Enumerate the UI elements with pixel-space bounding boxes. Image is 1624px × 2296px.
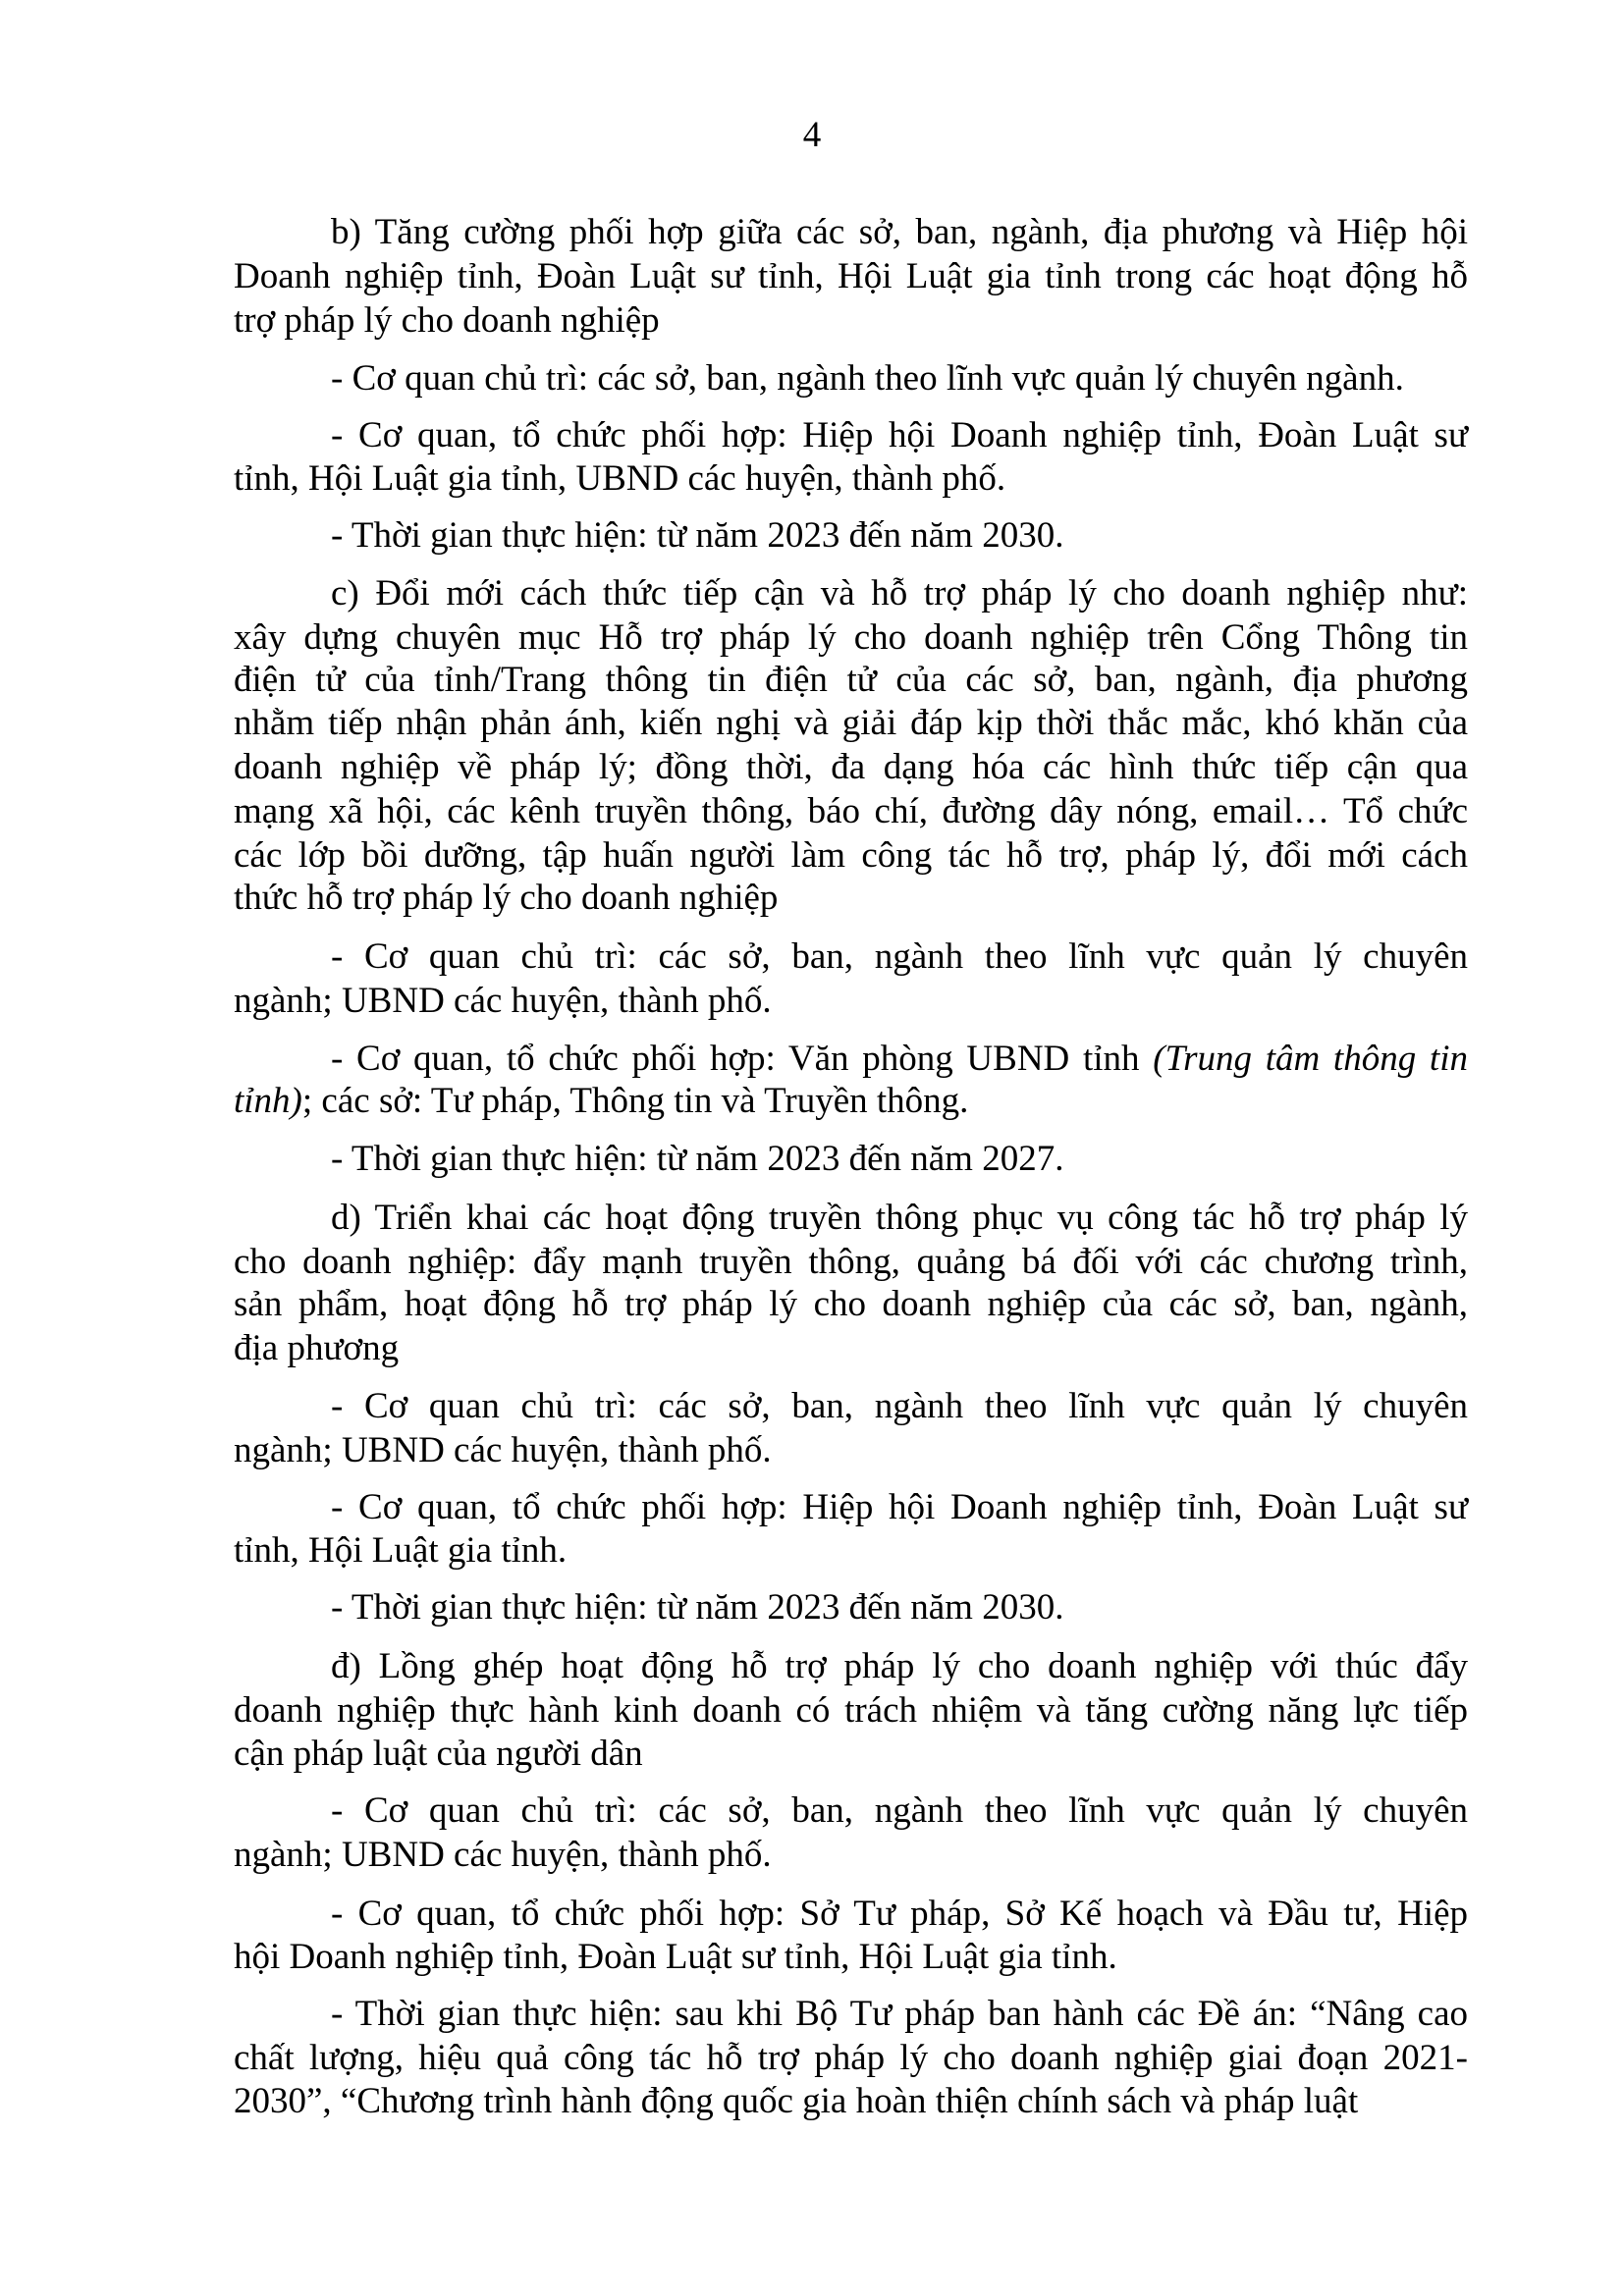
text-segment: doanh nghiệp thực hành kinh doanh có trách nhiệm và tăng cường năng lực tiếp	[234, 1690, 1468, 1731]
text-line	[234, 1834, 1468, 1877]
text-line	[331, 1645, 1468, 1688]
text-line	[331, 357, 1468, 400]
text-line	[331, 935, 1468, 979]
text-line	[331, 572, 1468, 615]
text-line	[234, 980, 1468, 1023]
text-segment: ; các sở: Tư pháp, Thông tin và Truyền thông.	[301, 1081, 969, 1121]
text-segment: - Cơ quan, tổ chức phối hợp: Hiệp hội Doanh nghiệp tỉnh, Đoàn Luật sư	[331, 1487, 1468, 1527]
text-segment: hội Doanh nghiệp tỉnh, Đoàn Luật sư tỉnh, Hội Luật gia tỉnh.	[234, 1937, 1117, 1977]
text-line	[331, 1586, 1468, 1629]
text-line	[234, 1327, 1468, 1370]
text-line	[331, 211, 1468, 254]
text-segment: - Cơ quan chủ trì: các sở, ban, ngành theo lĩnh vực quản lý chuyên	[331, 1790, 1468, 1831]
text-segment: ngành; UBND các huyện, thành phố.	[234, 1835, 772, 1875]
text-line	[234, 1429, 1468, 1472]
text-line	[234, 834, 1468, 878]
text-line	[331, 414, 1468, 457]
text-segment: chất lượng, hiệu quả công tác hỗ trợ pháp lý cho doanh nghiệp giai đoạn 2021-	[234, 2038, 1468, 2078]
text-segment: - Cơ quan, tổ chức phối hợp: Sở Tư pháp, Sở Kế hoạch và Đầu tư, Hiệp	[331, 1894, 1468, 1934]
text-segment: c) Đổi mới cách thức tiếp cận và hỗ trợ pháp lý cho doanh nghiệp như:	[331, 573, 1468, 614]
text-segment: - Cơ quan, tổ chức phối hợp: Hiệp hội Doanh nghiệp tỉnh, Đoàn Luật sư	[331, 415, 1468, 455]
text-line	[331, 1138, 1468, 1181]
text-line	[234, 1689, 1468, 1733]
text-line	[234, 255, 1468, 298]
text-segment: đ) Lồng ghép hoạt động hỗ trợ pháp lý cho doanh nghiệp với thúc đẩy	[331, 1646, 1468, 1686]
text-segment: 2030”, “Chương trình hành động quốc gia hoàn thiện chính sách và pháp luật	[234, 2081, 1359, 2121]
text-line	[234, 616, 1468, 660]
text-segment: - Cơ quan chủ trì: các sở, ban, ngành theo lĩnh vực quản lý chuyên ngành.	[331, 358, 1404, 399]
text-segment: Doanh nghiệp tỉnh, Đoàn Luật sư tỉnh, Hội Luật gia tỉnh trong các hoạt động hỗ	[234, 256, 1468, 296]
text-line	[234, 746, 1468, 789]
page-number: 4	[802, 115, 822, 155]
text-line	[234, 299, 1468, 343]
text-segment: tỉnh, Hội Luật gia tỉnh, UBND các huyện, thành phố.	[234, 458, 1006, 499]
text-line	[331, 1385, 1468, 1428]
text-segment: các lớp bồi dưỡng, tập huấn người làm công tác hỗ trợ, pháp lý, đổi mới cách	[234, 835, 1468, 876]
italic-text: tỉnh)	[234, 1081, 302, 1121]
text-line	[331, 1038, 1468, 1081]
italic-text: (Trung tâm thông tin	[1153, 1039, 1468, 1079]
text-line	[234, 2037, 1468, 2080]
text-segment: thức hỗ trợ pháp lý cho doanh nghiệp	[234, 878, 779, 918]
text-segment: - Thời gian thực hiện: từ năm 2023 đến năm 2027.	[331, 1139, 1064, 1179]
text-line	[331, 1993, 1468, 2036]
text-segment: - Cơ quan, tổ chức phối hợp: Văn phòng UBND tỉnh	[331, 1039, 1154, 1079]
text-line	[234, 1080, 1468, 1123]
text-segment: xây dựng chuyên mục Hỗ trợ pháp lý cho doanh nghiệp trên Cổng Thông tin	[234, 617, 1468, 658]
text-segment: - Thời gian thực hiện: sau khi Bộ Tư pháp ban hành các Đề án: “Nâng cao	[331, 1994, 1468, 2034]
text-segment: nhằm tiếp nhận phản ánh, kiến nghị và giải đáp kịp thời thắc mắc, khó khăn của	[234, 703, 1468, 743]
text-line	[331, 1893, 1468, 1936]
text-segment: - Thời gian thực hiện: từ năm 2023 đến năm 2030.	[331, 1587, 1064, 1628]
text-segment: điện tử của tỉnh/Trang thông tin điện tử của các sở, ban, ngành, địa phương	[234, 660, 1468, 700]
text-line	[331, 514, 1468, 558]
text-segment: ngành; UBND các huyện, thành phố.	[234, 1430, 772, 1470]
text-line	[234, 877, 1468, 920]
text-segment: - Cơ quan chủ trì: các sở, ban, ngành theo lĩnh vực quản lý chuyên	[331, 936, 1468, 977]
text-segment: trợ pháp lý cho doanh nghiệp	[234, 300, 660, 341]
text-segment: b) Tăng cường phối hợp giữa các sở, ban, ngành, địa phương và Hiệp hội	[331, 212, 1468, 252]
text-line	[331, 1486, 1468, 1529]
text-segment: mạng xã hội, các kênh truyền thông, báo chí, đường dây nóng, email… Tổ chức	[234, 791, 1468, 831]
text-line	[234, 659, 1468, 702]
text-segment: cận pháp luật của người dân	[234, 1734, 643, 1774]
text-line	[234, 1733, 1468, 1776]
text-line	[234, 790, 1468, 833]
text-line	[234, 1529, 1468, 1573]
text-line	[331, 1789, 1468, 1833]
text-line	[234, 1283, 1468, 1326]
text-segment: địa phương	[234, 1328, 400, 1368]
text-line	[234, 457, 1468, 501]
text-segment: sản phẩm, hoạt động hỗ trợ pháp lý cho doanh nghiệp của các sở, ban, ngành,	[234, 1284, 1468, 1324]
text-segment: tỉnh, Hội Luật gia tỉnh.	[234, 1530, 568, 1571]
text-segment: doanh nghiệp về pháp lý; đồng thời, đa dạng hóa các hình thức tiếp cận qua	[234, 747, 1468, 787]
text-line	[234, 2080, 1468, 2123]
text-line	[234, 702, 1468, 745]
text-line	[234, 1241, 1468, 1284]
text-segment: - Cơ quan chủ trì: các sở, ban, ngành theo lĩnh vực quản lý chuyên	[331, 1386, 1468, 1426]
text-segment: d) Triển khai các hoạt động truyền thông phục vụ công tác hỗ trợ pháp lý	[331, 1198, 1468, 1238]
text-segment: cho doanh nghiệp: đẩy mạnh truyền thông, quảng bá đối với các chương trình,	[234, 1242, 1468, 1282]
text-line	[331, 1197, 1468, 1240]
text-segment: - Thời gian thực hiện: từ năm 2023 đến năm 2030.	[331, 515, 1064, 556]
text-segment: ngành; UBND các huyện, thành phố.	[234, 981, 772, 1021]
text-line	[234, 1936, 1468, 1979]
